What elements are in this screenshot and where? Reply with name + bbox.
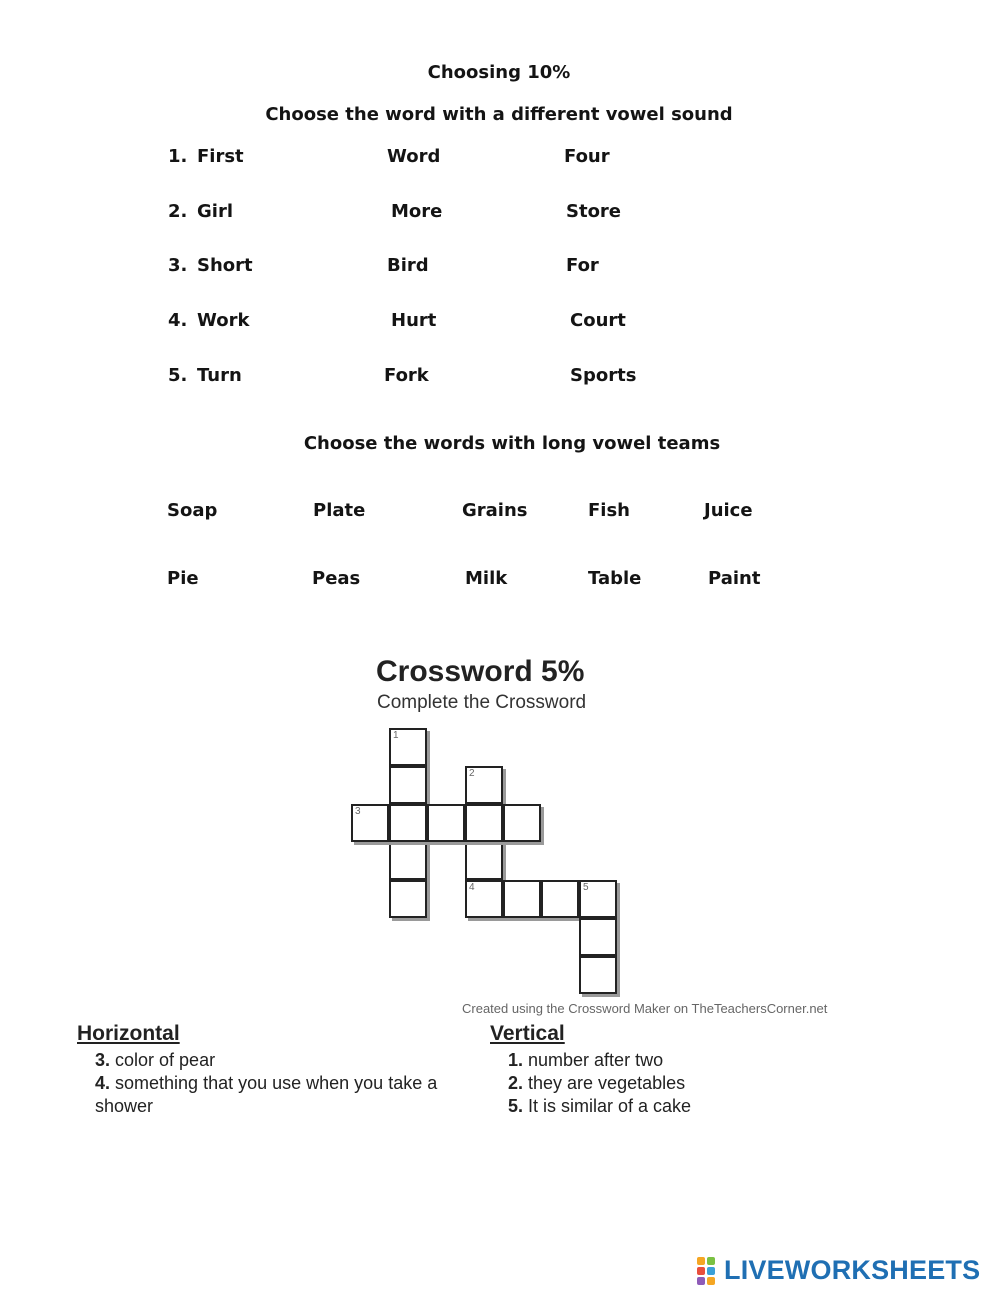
logo-text: LIVEWORKSHEETS (724, 1255, 981, 1285)
crossword-cell[interactable] (579, 956, 617, 994)
word-option[interactable]: Juice (704, 500, 753, 521)
word-option[interactable]: Word (387, 146, 441, 167)
word-option[interactable]: Hurt (391, 310, 437, 331)
crossword-cell[interactable] (465, 804, 503, 842)
list-item-number: 3. (168, 255, 188, 276)
crossword-cell[interactable] (389, 728, 427, 766)
crossword-cell[interactable] (351, 804, 389, 842)
clue-number: 2. (508, 1073, 524, 1093)
crossword-cell[interactable] (579, 880, 617, 918)
clue-horizontal-3 (95, 1049, 215, 1072)
crossword-cell[interactable] (427, 804, 465, 842)
word-option[interactable]: First (197, 146, 244, 167)
crossword-cell[interactable] (389, 842, 427, 880)
list-item-number: 4. (168, 310, 188, 331)
word-option[interactable]: Bird (387, 255, 429, 276)
word-option[interactable]: Fish (588, 500, 630, 521)
vertical-heading: Vertical (490, 1022, 565, 1045)
clue-number: 5. (508, 1096, 524, 1116)
word-option[interactable]: Table (588, 568, 642, 589)
crossword-cell[interactable] (541, 880, 579, 918)
clue-text: they are vegetables (523, 1073, 686, 1093)
word-option[interactable]: Soap (167, 500, 218, 521)
word-option[interactable]: Pie (167, 568, 199, 589)
crossword-subtitle: Complete the Crossword (377, 692, 587, 713)
clue-number: 1 (393, 730, 399, 741)
word-option[interactable]: Sports (570, 365, 637, 386)
clue-text: It is similar of a cake (523, 1096, 692, 1116)
word-option[interactable]: Store (566, 201, 622, 222)
clue-text: number after two (523, 1050, 664, 1070)
word-option[interactable]: Milk (465, 568, 508, 589)
word-option[interactable]: Peas (312, 568, 361, 589)
clue-horizontal-4 (95, 1072, 437, 1095)
clue-horizontal-4-continued: shower (95, 1096, 154, 1116)
clue-number: 5 (583, 882, 589, 893)
word-option[interactable]: More (391, 201, 443, 222)
crossword-cell[interactable] (503, 804, 541, 842)
instruction-vowel-sound: Choose the word with a different vowel sound (265, 104, 733, 125)
crossword-cell[interactable] (389, 804, 427, 842)
word-option[interactable]: Paint (708, 568, 761, 589)
clue-vertical-2 (508, 1072, 685, 1095)
crossword-title: Crossword 5% (376, 655, 585, 688)
clue-number: 1. (508, 1050, 524, 1070)
word-option[interactable]: Grains (462, 500, 528, 521)
clue-number: 4 (469, 882, 475, 893)
list-item-number: 2. (168, 201, 188, 222)
instruction-long-vowel-teams: Choose the words with long vowel teams (303, 433, 721, 454)
clue-number: 4. (95, 1073, 111, 1093)
word-option[interactable]: Court (570, 310, 626, 331)
word-option[interactable]: Fork (384, 365, 429, 386)
crossword-credit: Created using the Crossword Maker on TheTeachersCorner.net (462, 1001, 828, 1016)
word-option[interactable]: Short (197, 255, 253, 276)
crossword-cell[interactable] (465, 842, 503, 880)
word-option[interactable]: For (566, 255, 599, 276)
word-option[interactable]: Work (197, 310, 250, 331)
word-option[interactable]: Plate (313, 500, 366, 521)
crossword-cell[interactable] (389, 880, 427, 918)
clue-number: 2 (469, 768, 475, 779)
page-title: Choosing 10% (427, 62, 571, 83)
clue-vertical-1 (508, 1049, 663, 1072)
clue-number: 3 (355, 806, 361, 817)
clue-vertical-5 (508, 1095, 691, 1118)
crossword-cell[interactable] (389, 766, 427, 804)
crossword-cell[interactable] (579, 918, 617, 956)
crossword-cell[interactable] (465, 766, 503, 804)
word-option[interactable]: Four (564, 146, 610, 167)
clue-text: something that you use when you take a (110, 1073, 438, 1093)
crossword-cell[interactable] (503, 880, 541, 918)
clue-number: 3. (95, 1050, 111, 1070)
clue-text: color of pear (110, 1050, 216, 1070)
list-item-number: 1. (168, 146, 188, 167)
word-option[interactable]: Turn (197, 365, 242, 386)
crossword-cell[interactable] (465, 880, 503, 918)
horizontal-heading: Horizontal (77, 1022, 180, 1045)
list-item-number: 5. (168, 365, 188, 386)
word-option[interactable]: Girl (197, 201, 233, 222)
